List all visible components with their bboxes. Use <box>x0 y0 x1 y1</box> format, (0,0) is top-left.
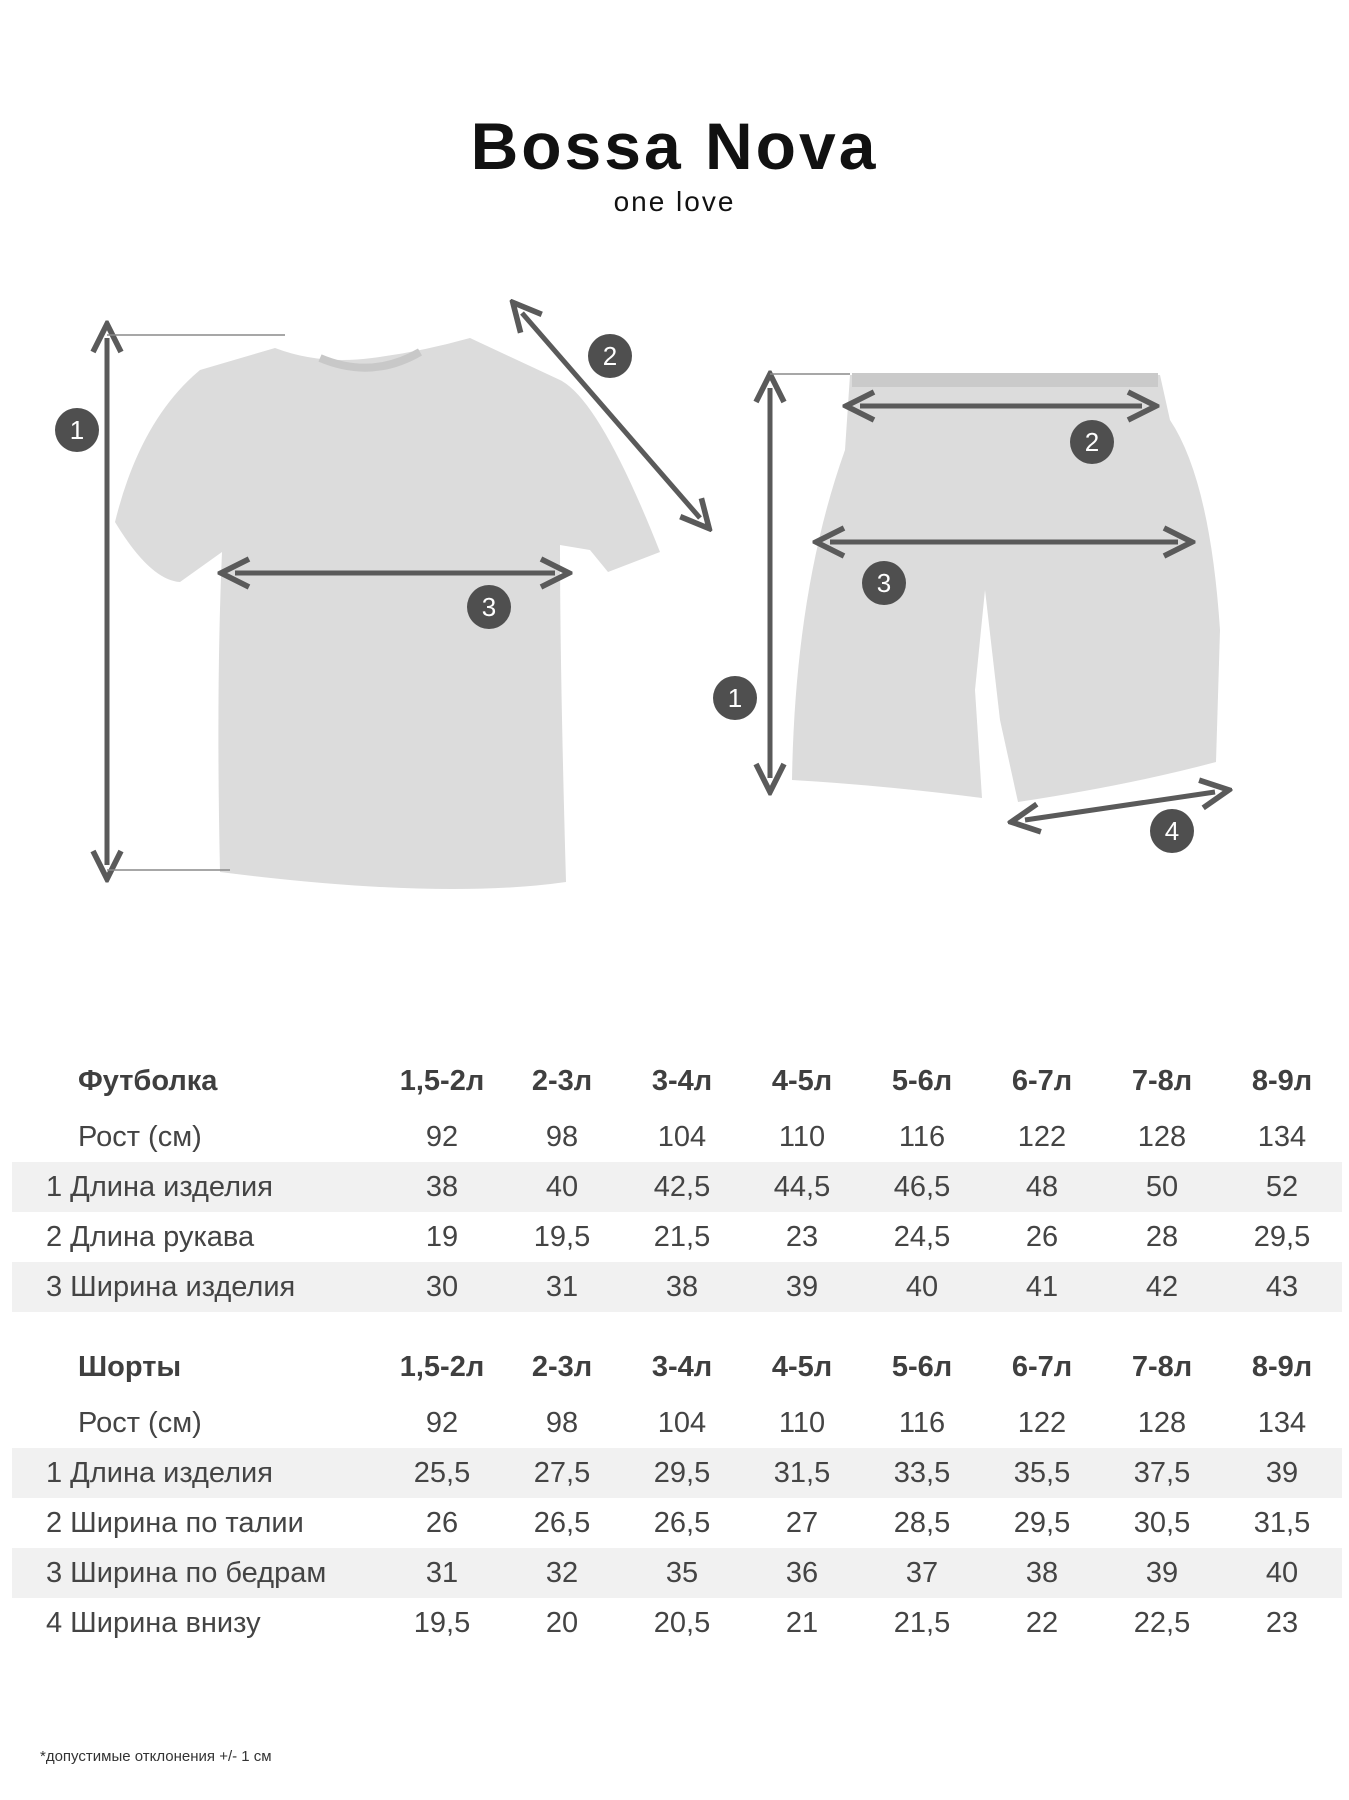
size-header: 6-7л <box>1011 1064 1073 1097</box>
cell: 26,5 <box>533 1506 591 1539</box>
size-header: 2-3л <box>531 1350 593 1383</box>
cell: 29,5 <box>1013 1506 1071 1539</box>
size-header: 1,5-2л <box>399 1350 485 1383</box>
cell: 39 <box>742 1262 862 1312</box>
cell: 19 <box>425 1220 459 1253</box>
cell: 22 <box>1025 1606 1059 1639</box>
tshirt-diagram <box>0 290 740 910</box>
cell: 22,5 <box>1133 1606 1191 1639</box>
footnote: *допустимые отклонения +/- 1 см <box>40 1748 272 1765</box>
cell: 116 <box>898 1406 946 1439</box>
brand-title: Bossa Nova <box>470 109 879 183</box>
cell: 104 <box>657 1406 707 1439</box>
shorts-size-table <box>12 1336 1342 1648</box>
cell: 38 <box>382 1162 502 1212</box>
cell: 110 <box>778 1406 826 1439</box>
table-row <box>12 1548 1342 1598</box>
cell: 98 <box>545 1120 579 1153</box>
cell: 46,5 <box>862 1162 982 1212</box>
cell: 26 <box>425 1506 459 1539</box>
tshirt-shape <box>115 338 660 889</box>
cell: 116 <box>898 1120 946 1153</box>
cell: 29,5 <box>1253 1220 1311 1253</box>
cell: 31 <box>502 1262 622 1312</box>
cell: 32 <box>502 1548 622 1598</box>
table-header-row <box>12 1050 1342 1112</box>
row-label: 3 Ширина изделия <box>12 1262 382 1312</box>
cell: 42 <box>1102 1262 1222 1312</box>
size-header: 7-8л <box>1131 1350 1193 1383</box>
cell: 21 <box>785 1606 819 1639</box>
table-row <box>12 1448 1342 1498</box>
table-row <box>12 1498 1342 1548</box>
brand-tagline: one love <box>613 186 736 217</box>
table-title: Футболка <box>78 1064 218 1097</box>
cell: 104 <box>657 1120 707 1153</box>
cell: 33,5 <box>862 1448 982 1498</box>
row-label: 2 Длина рукава <box>46 1220 255 1253</box>
shorts-diagram <box>700 340 1349 860</box>
shorts-shape <box>792 375 1220 802</box>
cell: 20 <box>545 1606 579 1639</box>
size-header: 2-3л <box>531 1064 593 1097</box>
cell: 134 <box>1257 1406 1307 1439</box>
size-header: 4-5л <box>771 1350 833 1383</box>
cell: 27 <box>785 1506 819 1539</box>
cell: 28,5 <box>893 1506 951 1539</box>
cell: 23 <box>785 1220 819 1253</box>
row-label: 3 Ширина по бедрам <box>12 1548 382 1598</box>
cell: 21,5 <box>653 1220 711 1253</box>
cell: 26,5 <box>653 1506 711 1539</box>
cell: 31 <box>382 1548 502 1598</box>
size-header: 3-4л <box>651 1064 713 1097</box>
cell: 98 <box>545 1406 579 1439</box>
table-row <box>12 1212 1342 1262</box>
cell: 19,5 <box>413 1606 471 1639</box>
tshirt-marker-3: 3 <box>467 585 511 629</box>
cell: 30 <box>382 1262 502 1312</box>
cell: 30,5 <box>1133 1506 1191 1539</box>
row-label: 1 Длина изделия <box>12 1162 382 1212</box>
cell: 24,5 <box>893 1220 951 1253</box>
size-header: 8-9л <box>1251 1350 1313 1383</box>
cell: 25,5 <box>382 1448 502 1498</box>
cell: 52 <box>1222 1162 1342 1212</box>
cell: 35,5 <box>982 1448 1102 1498</box>
tshirt-size-table <box>12 1050 1342 1312</box>
tshirt-marker-1: 1 <box>55 408 99 452</box>
size-header: 5-6л <box>891 1064 953 1097</box>
cell: 39 <box>1222 1448 1342 1498</box>
size-header: 3-4л <box>651 1350 713 1383</box>
cell: 28 <box>1145 1220 1179 1253</box>
table-row <box>12 1598 1342 1648</box>
cell: 29,5 <box>622 1448 742 1498</box>
cell: 110 <box>778 1120 826 1153</box>
cell: 20,5 <box>653 1606 711 1639</box>
cell: 42,5 <box>622 1162 742 1212</box>
cell: 19,5 <box>533 1220 591 1253</box>
cell: 128 <box>1137 1120 1187 1153</box>
cell: 92 <box>425 1406 459 1439</box>
cell: 40 <box>502 1162 622 1212</box>
cell: 31,5 <box>1253 1506 1311 1539</box>
table-title: Шорты <box>78 1350 182 1383</box>
size-header: 4-5л <box>771 1064 833 1097</box>
cell: 37,5 <box>1102 1448 1222 1498</box>
cell: 40 <box>862 1262 982 1312</box>
table-row <box>12 1162 1342 1212</box>
cell: 27,5 <box>502 1448 622 1498</box>
cell: 38 <box>982 1548 1102 1598</box>
cell: 43 <box>1222 1262 1342 1312</box>
table-header-row <box>12 1336 1342 1398</box>
row-label: Рост (см) <box>78 1120 202 1153</box>
row-label: 2 Ширина по талии <box>46 1506 304 1539</box>
cell: 23 <box>1265 1606 1299 1639</box>
cell: 26 <box>1025 1220 1059 1253</box>
tshirt-marker-2: 2 <box>588 334 632 378</box>
cell: 31,5 <box>742 1448 862 1498</box>
cell: 41 <box>982 1262 1102 1312</box>
shorts-marker-4: 4 <box>1150 809 1194 853</box>
cell: 128 <box>1137 1406 1187 1439</box>
shorts-marker-3: 3 <box>862 561 906 605</box>
cell: 122 <box>1017 1406 1067 1439</box>
cell: 39 <box>1102 1548 1222 1598</box>
size-header: 1,5-2л <box>399 1064 485 1097</box>
cell: 122 <box>1017 1120 1067 1153</box>
shorts-marker-1: 1 <box>713 676 757 720</box>
cell: 50 <box>1102 1162 1222 1212</box>
cell: 37 <box>862 1548 982 1598</box>
row-label: 1 Длина изделия <box>12 1448 382 1498</box>
cell: 21,5 <box>893 1606 951 1639</box>
cell: 134 <box>1257 1120 1307 1153</box>
cell: 35 <box>622 1548 742 1598</box>
row-label: 4 Ширина внизу <box>46 1606 261 1639</box>
table-row <box>12 1112 1342 1162</box>
shorts-marker-2: 2 <box>1070 420 1114 464</box>
cell: 44,5 <box>742 1162 862 1212</box>
size-header: 7-8л <box>1131 1064 1193 1097</box>
size-header: 5-6л <box>891 1350 953 1383</box>
row-label: Рост (см) <box>78 1406 202 1439</box>
size-header: 8-9л <box>1251 1064 1313 1097</box>
size-header: 6-7л <box>1011 1350 1073 1383</box>
cell: 48 <box>982 1162 1102 1212</box>
table-row <box>12 1262 1342 1312</box>
cell: 36 <box>742 1548 862 1598</box>
cell: 40 <box>1222 1548 1342 1598</box>
cell: 38 <box>622 1262 742 1312</box>
cell: 92 <box>425 1120 459 1153</box>
table-row <box>12 1398 1342 1448</box>
